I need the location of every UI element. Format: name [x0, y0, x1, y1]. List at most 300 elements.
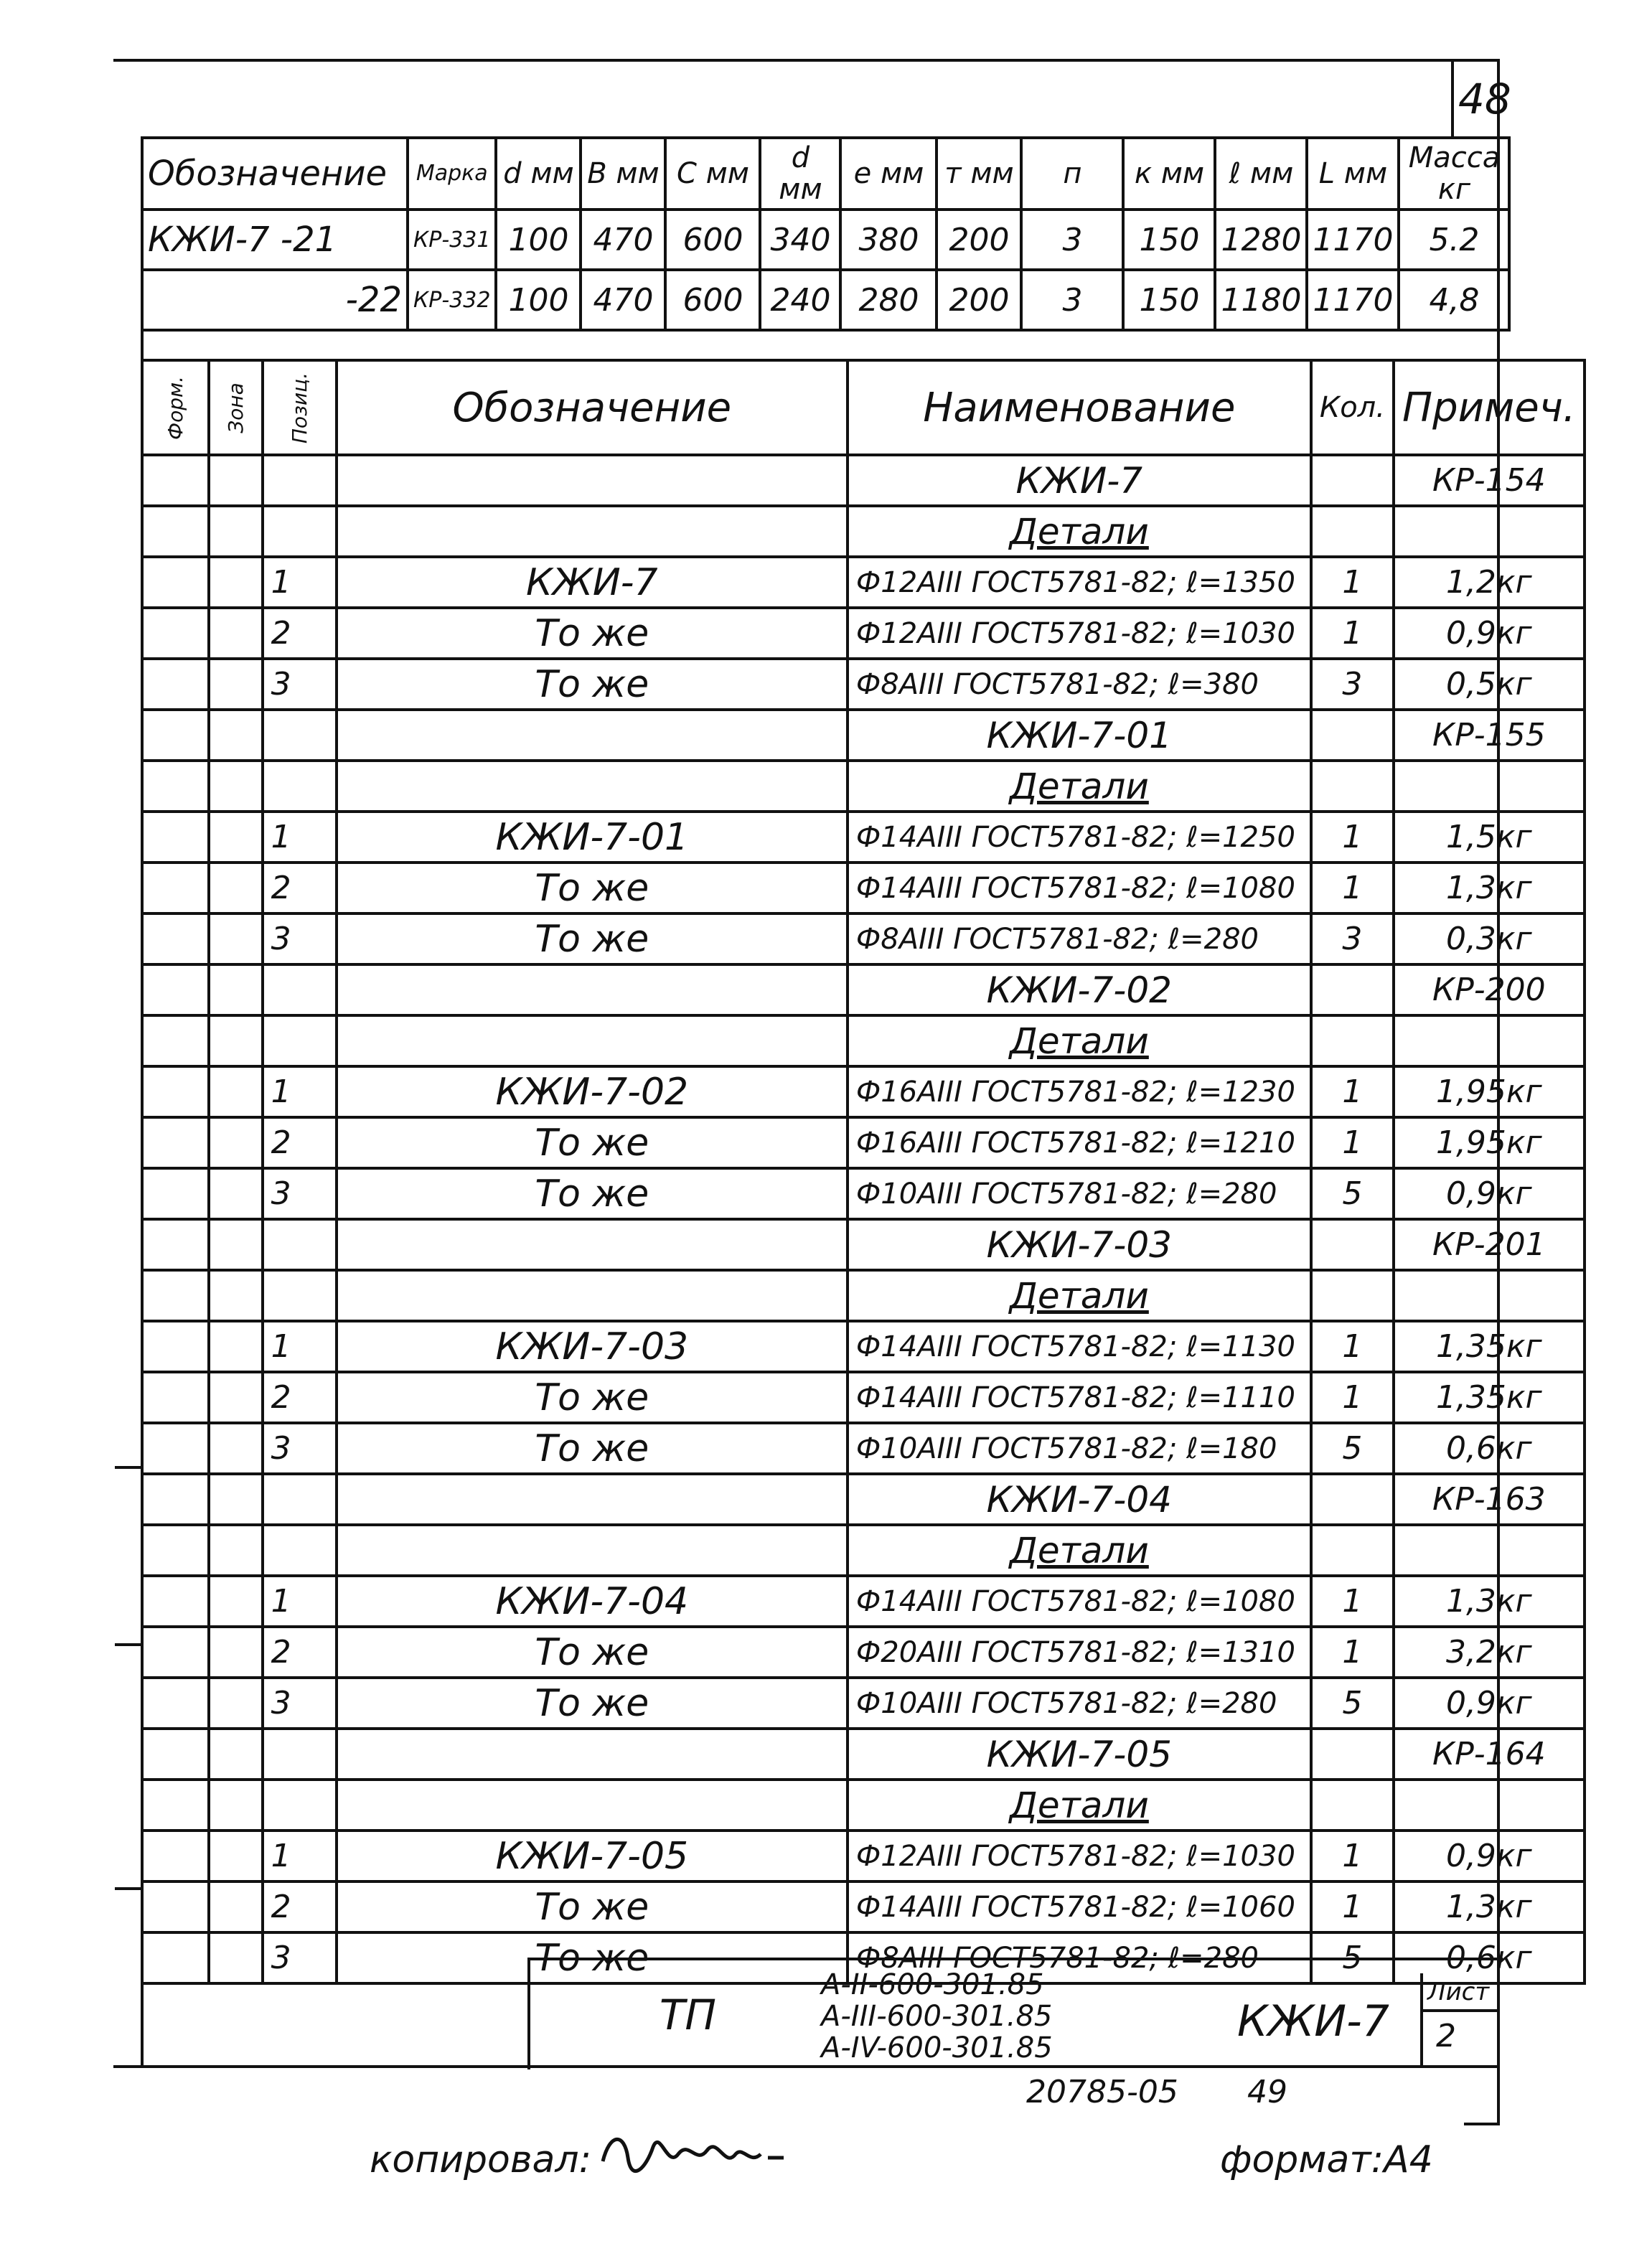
spec-header-row: [142, 360, 1585, 455]
spec-cell-name: Детали: [848, 1780, 1311, 1831]
spec-cell-name: Ф16АIII ГОСТ5781-82; ℓ=1210: [848, 1117, 1311, 1168]
stamp-sheet-label: Лист: [1427, 1978, 1490, 2006]
spec-cell-qty: 1: [1311, 1066, 1394, 1117]
spec-cell-format: [142, 506, 209, 557]
spec-cell-qty: 3: [1311, 659, 1394, 710]
spec-cell-name: КЖИ-7-03: [848, 1219, 1311, 1270]
spec-cell-name: Ф8АIII ГОСТ5781-82; ℓ=280: [848, 913, 1311, 964]
spec-cell-qty: [1311, 1219, 1394, 1270]
spec-cell-note: 1,3кг: [1394, 863, 1585, 913]
spec-cell-position: [263, 455, 337, 506]
spec-cell-designation: [337, 1219, 848, 1270]
spec-cell-format: [142, 1780, 209, 1831]
spec-section-row: [142, 761, 1585, 812]
spec-cell-zone: [209, 761, 263, 812]
param-header-t: т мм: [937, 138, 1021, 210]
spec-cell-zone: [209, 659, 263, 710]
spec-cell-name: Ф12АIII ГОСТ5781-82; ℓ=1030: [848, 608, 1311, 659]
spec-cell-note: КР-200: [1394, 964, 1585, 1015]
param-cell: 150: [1123, 270, 1215, 330]
spec-cell-zone: [209, 1576, 263, 1627]
title-block-stamp: [527, 1958, 1503, 2069]
spec-cell-qty: 1: [1311, 1321, 1394, 1372]
spec-section-row: [142, 1015, 1585, 1066]
spec-item-row: [142, 659, 1585, 710]
spec-cell-designation: То же: [337, 1117, 848, 1168]
spec-cell-designation: [337, 1525, 848, 1576]
param-cell: 3: [1021, 270, 1123, 330]
spec-cell-note: 1,35кг: [1394, 1372, 1585, 1423]
spec-cell-position: [263, 1780, 337, 1831]
spec-cell-name: КЖИ-7-01: [848, 710, 1311, 761]
param-cell: 280: [840, 270, 937, 330]
spec-cell-qty: [1311, 710, 1394, 761]
spec-cell-name: Ф14АIII ГОСТ5781-82; ℓ=1130: [848, 1321, 1311, 1372]
spec-cell-format: [142, 557, 209, 608]
spec-cell-format: [142, 1270, 209, 1321]
spec-cell-position: 3: [263, 1678, 337, 1729]
parameter-row: [142, 210, 1509, 270]
spec-cell-designation: [337, 1780, 848, 1831]
spec-cell-format: [142, 1168, 209, 1219]
spec-cell-note: 0,3кг: [1394, 913, 1585, 964]
spec-cell-qty: [1311, 1780, 1394, 1831]
spec-cell-qty: 1: [1311, 1117, 1394, 1168]
spec-cell-position: 1: [263, 1321, 337, 1372]
spec-cell-format: [142, 1881, 209, 1932]
spec-cell-position: 1: [263, 1831, 337, 1881]
spec-cell-position: 2: [263, 1881, 337, 1932]
spec-cell-name: Ф8АIII ГОСТ5781-82; ℓ=280: [848, 1932, 1311, 1983]
spec-cell-position: [263, 761, 337, 812]
spec-cell-note: 0,9кг: [1394, 1678, 1585, 1729]
spec-cell-name: Детали: [848, 1270, 1311, 1321]
param-cell: 1180: [1215, 270, 1307, 330]
param-cell: 1170: [1307, 270, 1399, 330]
param-cell: -22: [142, 270, 408, 330]
spec-cell-zone: [209, 1015, 263, 1066]
spec-cell-note: [1394, 1525, 1585, 1576]
spec-cell-designation: [337, 1270, 848, 1321]
spec-section-row: [142, 1525, 1585, 1576]
format-label: формат:А4: [1220, 2138, 1433, 2181]
spec-cell-designation: То же: [337, 1627, 848, 1678]
spec-cell-designation: КЖИ-7-05: [337, 1831, 848, 1881]
spec-cell-zone: [209, 710, 263, 761]
spec-cell-name: Ф12АIII ГОСТ5781-82; ℓ=1350: [848, 557, 1311, 608]
spec-cell-position: 2: [263, 1372, 337, 1423]
spec-cell-zone: [209, 1423, 263, 1474]
spec-cell-note: [1394, 761, 1585, 812]
spec-cell-designation: КЖИ-7-01: [337, 812, 848, 863]
param-cell: 600: [665, 270, 760, 330]
spec-cell-position: 1: [263, 1066, 337, 1117]
spec-header-qty: Кол.: [1311, 360, 1394, 455]
spec-cell-zone: [209, 913, 263, 964]
spec-cell-qty: [1311, 1729, 1394, 1780]
param-cell: 1170: [1307, 210, 1399, 270]
spec-cell-qty: [1311, 1015, 1394, 1066]
spec-header-position: Позиц.: [263, 360, 337, 455]
spec-cell-position: 3: [263, 1168, 337, 1219]
spec-cell-zone: [209, 1219, 263, 1270]
spec-item-row: [142, 1372, 1585, 1423]
spec-cell-format: [142, 1831, 209, 1881]
spec-cell-designation: [337, 455, 848, 506]
frame-bottom-outer-line: [1464, 2123, 1500, 2125]
spec-cell-note: 0,9кг: [1394, 1831, 1585, 1881]
spec-item-row: [142, 913, 1585, 964]
margin-tick: [115, 1643, 144, 1646]
spec-cell-zone: [209, 1678, 263, 1729]
spec-assembly-row: [142, 1474, 1585, 1525]
spec-cell-qty: 5: [1311, 1678, 1394, 1729]
spec-cell-zone: [209, 1831, 263, 1881]
spec-cell-designation: То же: [337, 1881, 848, 1932]
spec-cell-designation: [337, 710, 848, 761]
spec-cell-designation: [337, 1474, 848, 1525]
spec-item-row: [142, 1678, 1585, 1729]
spec-cell-note: 0,6кг: [1394, 1932, 1585, 1983]
param-header-c: С мм: [665, 138, 760, 210]
spec-cell-format: [142, 1627, 209, 1678]
spec-cell-qty: [1311, 506, 1394, 557]
spec-cell-designation: То же: [337, 1372, 848, 1423]
spec-cell-qty: 1: [1311, 1881, 1394, 1932]
copier-signature: [596, 2125, 789, 2183]
spec-cell-format: [142, 761, 209, 812]
spec-cell-qty: 1: [1311, 1831, 1394, 1881]
spec-cell-qty: [1311, 1525, 1394, 1576]
spec-cell-note: КР-155: [1394, 710, 1585, 761]
param-header-designation: Обозначение: [142, 138, 408, 210]
spec-item-row: [142, 1881, 1585, 1932]
spec-cell-position: 1: [263, 812, 337, 863]
spec-cell-designation: [337, 1015, 848, 1066]
spec-cell-note: 1,95кг: [1394, 1066, 1585, 1117]
spec-cell-name: Ф10АIII ГОСТ5781-82; ℓ=280: [848, 1678, 1311, 1729]
spec-cell-position: [263, 1729, 337, 1780]
spec-cell-position: 2: [263, 863, 337, 913]
spec-cell-note: 0,5кг: [1394, 659, 1585, 710]
spec-cell-zone: [209, 863, 263, 913]
spec-cell-format: [142, 1372, 209, 1423]
spec-cell-name: Ф14АIII ГОСТ5781-82; ℓ=1250: [848, 812, 1311, 863]
param-cell: 380: [840, 210, 937, 270]
spec-cell-format: [142, 1576, 209, 1627]
stamp-document: А-IV-600-301.85: [821, 2031, 1053, 2064]
param-cell: КР-332: [408, 270, 496, 330]
spec-cell-position: 3: [263, 659, 337, 710]
param-header-d2: d мм: [760, 138, 840, 210]
param-cell: 240: [760, 270, 840, 330]
spec-cell-zone: [209, 1168, 263, 1219]
spec-cell-qty: 1: [1311, 1627, 1394, 1678]
spec-cell-designation: То же: [337, 1423, 848, 1474]
spec-cell-position: 2: [263, 1627, 337, 1678]
spec-cell-name: КЖИ-7-02: [848, 964, 1311, 1015]
param-cell: 4,8: [1399, 270, 1509, 330]
spec-cell-format: [142, 812, 209, 863]
spec-cell-name: КЖИ-7-04: [848, 1474, 1311, 1525]
stamp-sheet-divider: [1423, 2009, 1498, 2012]
param-cell: 340: [760, 210, 840, 270]
spec-cell-zone: [209, 1780, 263, 1831]
spec-cell-designation: [337, 761, 848, 812]
specification-table: [141, 359, 1586, 1985]
param-cell: 100: [496, 270, 581, 330]
spec-cell-position: 2: [263, 1117, 337, 1168]
spec-cell-name: КЖИ-7-05: [848, 1729, 1311, 1780]
spec-cell-note: [1394, 1270, 1585, 1321]
spec-cell-zone: [209, 1627, 263, 1678]
frame-top-line: [113, 59, 1500, 62]
spec-cell-format: [142, 1066, 209, 1117]
spec-cell-format: [142, 1474, 209, 1525]
spec-cell-name: Ф10АIII ГОСТ5781-82; ℓ=280: [848, 1168, 1311, 1219]
spec-cell-format: [142, 964, 209, 1015]
spec-cell-qty: 1: [1311, 812, 1394, 863]
param-header-b: В мм: [581, 138, 665, 210]
spec-cell-qty: [1311, 455, 1394, 506]
spec-cell-note: 1,35кг: [1394, 1321, 1585, 1372]
spec-cell-designation: То же: [337, 863, 848, 913]
spec-item-row: [142, 1117, 1585, 1168]
margin-tick: [115, 1466, 144, 1469]
spec-cell-qty: [1311, 1270, 1394, 1321]
spec-cell-note: КР-201: [1394, 1219, 1585, 1270]
spec-cell-format: [142, 1423, 209, 1474]
spec-cell-designation: То же: [337, 608, 848, 659]
spec-cell-zone: [209, 812, 263, 863]
spec-cell-format: [142, 1015, 209, 1066]
spec-item-row: [142, 557, 1585, 608]
spec-cell-designation: КЖИ-7-04: [337, 1576, 848, 1627]
spec-cell-format: [142, 1219, 209, 1270]
spec-cell-position: [263, 1015, 337, 1066]
spec-cell-zone: [209, 1932, 263, 1983]
spec-cell-qty: 1: [1311, 1372, 1394, 1423]
spec-cell-designation: То же: [337, 913, 848, 964]
param-header-e: е мм: [840, 138, 937, 210]
spec-header-zone: Зона: [209, 360, 263, 455]
spec-cell-position: [263, 506, 337, 557]
spec-cell-note: 3,2кг: [1394, 1627, 1585, 1678]
param-cell: 3: [1021, 210, 1123, 270]
param-header-mark: Марка: [408, 138, 496, 210]
spec-cell-designation: То же: [337, 1678, 848, 1729]
spec-cell-zone: [209, 1321, 263, 1372]
spec-cell-format: [142, 608, 209, 659]
spec-cell-format: [142, 1729, 209, 1780]
spec-cell-qty: 5: [1311, 1932, 1394, 1983]
spec-item-row: [142, 1831, 1585, 1881]
param-header-L: L мм: [1307, 138, 1399, 210]
spec-cell-name: Ф14АIII ГОСТ5781-82; ℓ=1080: [848, 1576, 1311, 1627]
spec-cell-qty: 1: [1311, 608, 1394, 659]
spec-cell-designation: То же: [337, 1168, 848, 1219]
stamp-document-list: [821, 1969, 1053, 2064]
spec-cell-format: [142, 1678, 209, 1729]
param-header-d1: d мм: [496, 138, 581, 210]
spec-cell-format: [142, 1321, 209, 1372]
stamp-sheet-number: 2: [1436, 2018, 1456, 2054]
spec-cell-note: 1,3кг: [1394, 1576, 1585, 1627]
spec-cell-name: Детали: [848, 1015, 1311, 1066]
spec-cell-qty: 1: [1311, 557, 1394, 608]
spec-cell-position: 3: [263, 1932, 337, 1983]
param-header-mass: Масса кг: [1399, 138, 1509, 210]
param-header-k: к мм: [1123, 138, 1215, 210]
spec-assembly-row: [142, 455, 1585, 506]
spec-section-row: [142, 1270, 1585, 1321]
spec-header-note: Примеч.: [1394, 360, 1585, 455]
spec-cell-designation: [337, 506, 848, 557]
corner-sheet-number: 48: [1458, 75, 1511, 123]
spec-cell-format: [142, 1932, 209, 1983]
spec-cell-designation: КЖИ-7-03: [337, 1321, 848, 1372]
spec-cell-format: [142, 710, 209, 761]
spec-cell-name: Ф20АIII ГОСТ5781-82; ℓ=1310: [848, 1627, 1311, 1678]
stamp-document: А-II-600-301.85: [821, 1968, 1044, 2001]
param-cell: 470: [581, 270, 665, 330]
parameter-header-row: [142, 138, 1509, 210]
spec-cell-zone: [209, 964, 263, 1015]
spec-cell-qty: [1311, 761, 1394, 812]
spec-cell-zone: [209, 1729, 263, 1780]
param-cell: 150: [1123, 210, 1215, 270]
spec-assembly-row: [142, 964, 1585, 1015]
spec-cell-position: [263, 1474, 337, 1525]
spec-cell-note: 0,6кг: [1394, 1423, 1585, 1474]
spec-cell-position: [263, 710, 337, 761]
spec-cell-designation: КЖИ-7: [337, 557, 848, 608]
spec-cell-qty: 1: [1311, 863, 1394, 913]
param-header-l: ℓ мм: [1215, 138, 1307, 210]
spec-cell-designation: КЖИ-7-02: [337, 1066, 848, 1117]
spec-item-row: [142, 1576, 1585, 1627]
margin-tick: [115, 1887, 144, 1890]
spec-cell-qty: [1311, 1474, 1394, 1525]
param-cell: 1280: [1215, 210, 1307, 270]
spec-header-designation: Обозначение: [337, 360, 848, 455]
spec-cell-name: Ф14АIII ГОСТ5781-82; ℓ=1110: [848, 1372, 1311, 1423]
spec-item-row: [142, 1627, 1585, 1678]
spec-cell-qty: 3: [1311, 913, 1394, 964]
spec-item-row: [142, 863, 1585, 913]
archive-number: 20785-05: [1026, 2074, 1178, 2110]
spec-item-row: [142, 608, 1585, 659]
spec-cell-name: Ф14АIII ГОСТ5781-82; ℓ=1060: [848, 1881, 1311, 1932]
spec-cell-name: Ф16АIII ГОСТ5781-82; ℓ=1230: [848, 1066, 1311, 1117]
stamp-code: КЖИ-7: [1237, 1996, 1389, 2047]
spec-section-row: [142, 1780, 1585, 1831]
spec-cell-name: Детали: [848, 506, 1311, 557]
param-cell: 600: [665, 210, 760, 270]
param-cell: КЖИ-7 -21: [142, 210, 408, 270]
stamp-document: А-III-600-301.85: [821, 2000, 1053, 2033]
spec-item-row: [142, 812, 1585, 863]
spec-cell-position: [263, 1270, 337, 1321]
param-cell: 5.2: [1399, 210, 1509, 270]
spec-cell-zone: [209, 455, 263, 506]
param-cell: КР-331: [408, 210, 496, 270]
spec-cell-qty: 5: [1311, 1423, 1394, 1474]
spec-assembly-row: [142, 1729, 1585, 1780]
spec-cell-note: 1,5кг: [1394, 812, 1585, 863]
stamp-tp: ТП: [660, 1991, 717, 2039]
spec-cell-name: КЖИ-7: [848, 455, 1311, 506]
spec-cell-note: 0,9кг: [1394, 1168, 1585, 1219]
spec-cell-designation: То же: [337, 659, 848, 710]
spec-cell-format: [142, 863, 209, 913]
spec-cell-zone: [209, 506, 263, 557]
spec-cell-position: 3: [263, 913, 337, 964]
param-cell: 100: [496, 210, 581, 270]
spec-cell-note: [1394, 506, 1585, 557]
spec-assembly-row: [142, 1219, 1585, 1270]
spec-cell-zone: [209, 1066, 263, 1117]
spec-cell-designation: [337, 964, 848, 1015]
spec-cell-designation: То же: [337, 1932, 848, 1983]
spec-cell-note: КР-163: [1394, 1474, 1585, 1525]
spec-cell-note: [1394, 1780, 1585, 1831]
spec-cell-zone: [209, 1270, 263, 1321]
spec-cell-zone: [209, 1474, 263, 1525]
param-cell: 200: [937, 270, 1021, 330]
spec-cell-position: [263, 964, 337, 1015]
param-cell: 470: [581, 210, 665, 270]
page-number: 49: [1247, 2074, 1287, 2110]
spec-cell-format: [142, 1525, 209, 1576]
spec-cell-zone: [209, 1117, 263, 1168]
spec-section-row: [142, 506, 1585, 557]
spec-cell-position: 1: [263, 1576, 337, 1627]
spec-item-row: [142, 1066, 1585, 1117]
spec-cell-name: Детали: [848, 761, 1311, 812]
spec-cell-format: [142, 913, 209, 964]
spec-header-format: Форм.: [142, 360, 209, 455]
spec-cell-note: 1,95кг: [1394, 1117, 1585, 1168]
spec-cell-name: Ф14АIII ГОСТ5781-82; ℓ=1080: [848, 863, 1311, 913]
spec-cell-zone: [209, 1881, 263, 1932]
spec-cell-note: 1,2кг: [1394, 557, 1585, 608]
spec-cell-format: [142, 659, 209, 710]
spec-cell-qty: [1311, 964, 1394, 1015]
spec-cell-zone: [209, 1525, 263, 1576]
spec-cell-note: [1394, 1015, 1585, 1066]
parameter-row: [142, 270, 1509, 330]
copied-label: копировал:: [370, 2138, 592, 2181]
spec-cell-note: КР-164: [1394, 1729, 1585, 1780]
spec-cell-position: 1: [263, 557, 337, 608]
spec-cell-format: [142, 1117, 209, 1168]
spec-cell-position: 3: [263, 1423, 337, 1474]
spec-cell-position: 2: [263, 608, 337, 659]
spec-cell-zone: [209, 608, 263, 659]
spec-cell-note: КР-154: [1394, 455, 1585, 506]
param-cell: 200: [937, 210, 1021, 270]
spec-cell-name: Ф12АIII ГОСТ5781-82; ℓ=1030: [848, 1831, 1311, 1881]
spec-cell-designation: [337, 1729, 848, 1780]
corner-sheet-box: [1451, 59, 1511, 139]
parameter-table: [141, 136, 1511, 332]
spec-cell-qty: 1: [1311, 1576, 1394, 1627]
spec-cell-zone: [209, 557, 263, 608]
spec-item-row: [142, 1168, 1585, 1219]
spec-item-row: [142, 1321, 1585, 1372]
spec-cell-position: [263, 1219, 337, 1270]
